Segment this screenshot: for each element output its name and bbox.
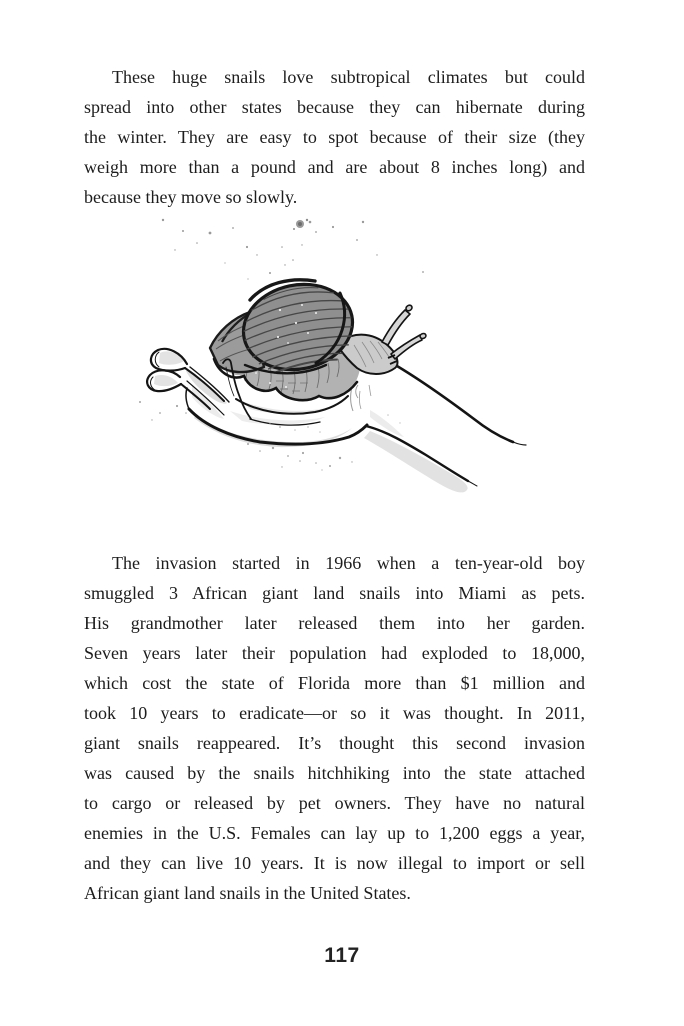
text-line: African giant land snails in the United States. [84, 883, 411, 903]
text-line: The invasion started in 1966 when a ten-year-old boy [112, 553, 585, 573]
body-paragraph-intro [84, 62, 585, 212]
text-line: to cargo or released by pet owners. They have no natural [84, 793, 585, 813]
page-number: 117 [324, 944, 360, 967]
text-line: smuggled 3 African giant land snails into Miami as pets. [84, 583, 585, 603]
text-line: weigh more than a pound and are about 8 inches long) and [84, 157, 585, 177]
snail-on-hand-illustration [130, 215, 554, 515]
text-line: and they can live 10 years. It is now illegal to import or sell [84, 853, 585, 873]
text-line: took 10 years to eradicate—or so it was thought. In 2011, [84, 703, 585, 723]
text-line: because they move so slowly. [84, 187, 298, 207]
text-line: giant snails reappeared. It’s thought this second invasion [84, 733, 585, 753]
snail-illustration-figure [130, 215, 554, 515]
text-line: spread into other states because they can hibernate during [84, 97, 585, 117]
text-line: These huge snails love subtropical climates but could [112, 67, 585, 87]
text-line: enemies in the U.S. Females can lay up to 1,200 eggs a year, [84, 823, 585, 843]
body-paragraph-invasion [84, 548, 585, 908]
text-line: Seven years later their population had exploded to 18,000, [84, 643, 585, 663]
text-line: was caused by the snails hitchhiking into the state attached [84, 763, 585, 783]
wrist-creases [351, 385, 371, 411]
stipple-speckles-top [162, 219, 424, 280]
text-line: the winter. They are easy to spot because of their size (they [84, 127, 585, 147]
stipple-splotch [293, 219, 308, 230]
text-line: which cost the state of Florida more than $1 million and [84, 673, 585, 693]
text-line: His grandmother later released them into her garden. [84, 613, 585, 633]
